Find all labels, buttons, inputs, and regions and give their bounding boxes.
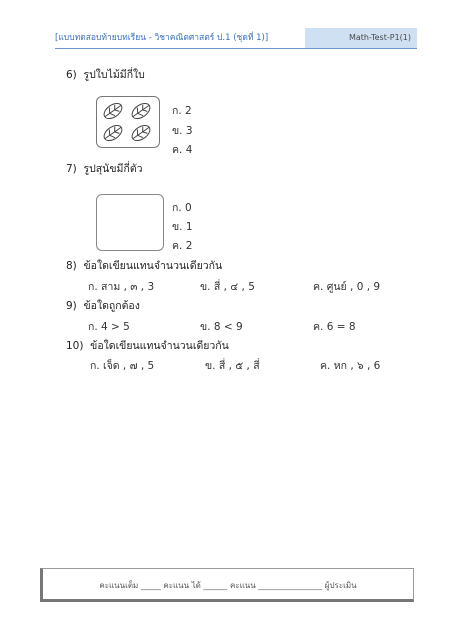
option-a: ก. 4 > 5 <box>88 321 130 333</box>
question-number: 8) <box>66 260 77 272</box>
option-c: ค. ศูนย์ , 0 , 9 <box>313 281 381 293</box>
option-a: ก. เจ็ด , ๗ , 5 <box>90 360 155 372</box>
option-c: ค. 2 <box>172 240 193 252</box>
question-number: 6) <box>66 69 77 81</box>
option-c: ค. 6 = 8 <box>313 321 356 333</box>
question-text: รูปใบไม้มีกี่ใบ <box>83 69 145 81</box>
dogs-picture-box <box>96 194 164 251</box>
option-a: ก. 0 <box>172 202 192 214</box>
header-divider <box>55 48 417 49</box>
option-b: ข. สี่ , ๔ , 5 <box>200 281 255 293</box>
worksheet-code: Math-Test-P1(1) <box>305 28 417 48</box>
option-a: ก. สาม , ๓ , 3 <box>88 281 155 293</box>
option-c: ค. 4 <box>172 144 193 156</box>
question-text: ข้อใดเขียนแทนจำนวนเดียวกัน <box>90 340 229 352</box>
option-c: ค. หก , ๖ , 6 <box>320 360 381 372</box>
option-b: ข. สี่ , ๕ , สี่ <box>205 360 260 372</box>
worksheet-title: [แบบทดสอบท้ายบทเรียน - วิชาคณิตศาสตร์ ป.1 (ชุดที่ 1)] <box>55 33 269 43</box>
question-6 <box>66 66 145 83</box>
question-number: 9) <box>66 300 77 312</box>
option-b: ข. 8 < 9 <box>200 321 243 333</box>
score-line: คะแนนเต็ม _____ คะแนน ได้ ______ คะแนน ________________ ผู้ประเมิน <box>99 581 357 590</box>
question-7 <box>66 160 143 177</box>
question-number: 10) <box>66 340 84 352</box>
option-b: ข. 3 <box>172 125 193 137</box>
score-box <box>40 568 414 602</box>
question-text: ข้อใดถูกต้อง <box>83 300 140 312</box>
question-9 <box>66 297 140 314</box>
option-a: ก. 2 <box>172 105 192 117</box>
question-number: 7) <box>66 163 77 175</box>
question-text: รูปสุนัขมีกี่ตัว <box>83 163 143 175</box>
leaf-icon <box>97 97 159 147</box>
question-10 <box>66 337 229 354</box>
leaves-picture <box>96 96 160 148</box>
option-b: ข. 1 <box>172 221 193 233</box>
question-8 <box>66 257 222 274</box>
page-header <box>55 28 417 48</box>
question-text: ข้อใดเขียนแทนจำนวนเดียวกัน <box>83 260 223 272</box>
